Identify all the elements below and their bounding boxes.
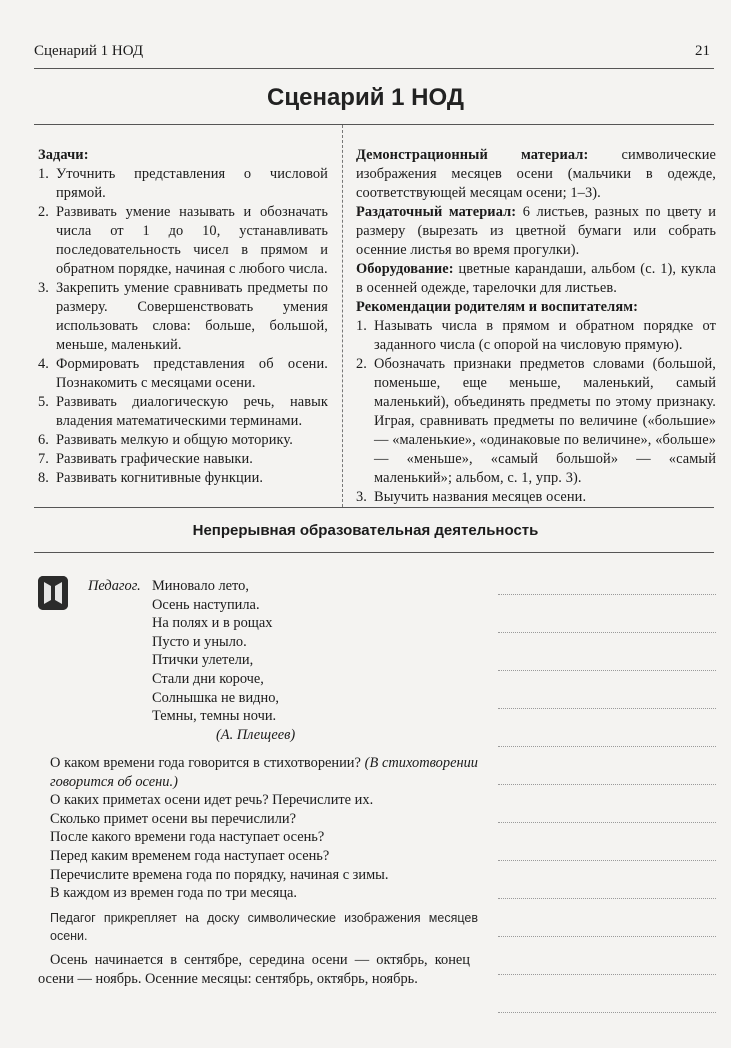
question-line: В каждом из времен года по три месяца. xyxy=(50,885,298,902)
task-number: 7. xyxy=(38,451,49,467)
task-item xyxy=(38,279,328,355)
recommendations-heading: Рекомендации родителям и воспитателям: xyxy=(356,299,639,315)
poem-line: Миновало лето, xyxy=(152,578,249,594)
task-number: 6. xyxy=(38,432,49,448)
task-text: Уточнить представления о числовой прямой. xyxy=(56,166,328,201)
note-line xyxy=(498,974,716,975)
header-rule xyxy=(34,68,714,69)
task-number: 1. xyxy=(38,166,49,182)
recommendation-number: 2. xyxy=(356,356,367,372)
equipment-text: цветные карандаши, альбом (с. 1), кукла в осенней одежде, тарелочки для листьев. xyxy=(356,261,716,296)
question-line: Перечислите времена года по порядку, начиная с зимы. xyxy=(50,866,389,883)
task-number: 5. xyxy=(38,394,49,410)
poem-attribution: (А. Плещеев) xyxy=(216,726,296,743)
title-rule xyxy=(34,124,714,125)
recommendation-number: 1. xyxy=(356,318,367,334)
note-line xyxy=(498,746,716,747)
task-text: Развивать когнитивные функции. xyxy=(56,470,264,486)
demo-material-text: символические изображения месяцев осени (мальчики в одежде, соответствующей месяцам осени; 1–3). xyxy=(356,147,716,201)
task-item xyxy=(38,165,328,203)
tasks-list xyxy=(38,165,328,488)
task-item xyxy=(38,203,328,279)
poem-line: Солнышка не видно, xyxy=(152,689,279,706)
teacher-speech-icon xyxy=(38,576,68,610)
running-header: Сценарий 1 НОД xyxy=(34,43,144,59)
recommendation-number: 3. xyxy=(356,489,367,505)
recommendation-text: Выучить названия месяцев осени. xyxy=(374,489,587,505)
task-text: Закрепить умение сравнивать предметы по размеру. Совершенствовать умения использовать слова: больше, большой, меньше, маленький. xyxy=(56,280,328,353)
page-number: 21 xyxy=(695,43,710,59)
demo-material xyxy=(356,146,716,203)
poem-speaker: Педагог. xyxy=(88,578,141,594)
question-text: О каком времени года говорится в стихотворении? xyxy=(50,755,361,771)
handout-material-text: 6 листьев, разных по цвету и размеру (вырезать из цветной бумаги или собрать осенние листья во время прогулки). xyxy=(356,204,716,258)
tasks-column xyxy=(38,146,328,488)
note-line xyxy=(498,898,716,899)
task-item xyxy=(38,355,328,393)
note-line xyxy=(498,670,716,671)
demo-material-label: Демонстрационный материал: xyxy=(356,147,589,163)
question-line: Перед каким временем года наступает осень? xyxy=(50,847,330,864)
note-line xyxy=(498,1012,716,1013)
equipment-label: Оборудование: xyxy=(356,261,454,277)
task-number: 8. xyxy=(38,470,49,486)
recommendation-item xyxy=(356,355,716,488)
task-text: Развивать диалогическую речь, навык владения математическими терминами. xyxy=(56,394,328,429)
recommendation-text: Обозначать признаки предметов словами (большой, поменьше, еще меньше, маленький, самый маленький), объединять предметы по этому признаку. Играя, сравнивать предметы по величине («большие» — «маленькие», «одинаковые по величине», «больше» — «меньше», «самый большой» — «самый маленький»; альбом, с. 1, упр. 3). xyxy=(374,356,716,486)
materials-column xyxy=(356,146,716,507)
poem-line: Птички улетели, xyxy=(152,652,254,669)
poem-line: Стали дни короче, xyxy=(152,670,264,687)
handout-material-label: Раздаточный материал: xyxy=(356,204,517,220)
columns-bottom-rule xyxy=(34,507,714,508)
section-rule xyxy=(34,552,714,553)
note-line xyxy=(498,784,716,785)
handout-material xyxy=(356,203,716,260)
note-line xyxy=(498,632,716,633)
task-item xyxy=(38,469,328,488)
recommendation-item xyxy=(356,488,716,507)
task-text: Развивать графические навыки. xyxy=(56,451,253,467)
page-title: Сценарий 1 НОД xyxy=(267,84,464,111)
tasks-heading: Задачи: xyxy=(38,147,89,163)
poem-lines xyxy=(152,577,412,744)
question-answer: (В стихотворении говорится об осени.) xyxy=(50,755,478,790)
poem-line: Пусто и уныло. xyxy=(152,633,247,650)
task-text: Развивать умение называть и обозначать числа от 1 до 10, устанавливать последовательность чисел в прямом и обратном порядке, начиная с любого числа. xyxy=(56,204,328,277)
teacher-instruction: Педагог прикрепляет на доску символические изображения месяцев осени. xyxy=(50,911,478,943)
note-line xyxy=(498,860,716,861)
task-number: 4. xyxy=(38,356,49,372)
question-line: О каких приметах осени идет речь? Перечислите их. xyxy=(50,792,374,809)
conclusion-paragraph: Осень начинается в сентябре, середина осени — октябрь, конец осени — ноябрь. Осенние месяцы: сентябрь, октябрь, ноябрь. xyxy=(38,952,470,987)
note-line xyxy=(498,822,716,823)
question-line xyxy=(38,754,478,791)
recommendations-list xyxy=(356,317,716,507)
task-item xyxy=(38,431,328,450)
recommendation-text: Называть числа в прямом и обратном порядке от заданного числа (с опорой на числовую прямую). xyxy=(374,318,716,353)
poem-line: На полях и в рощах xyxy=(152,615,273,632)
note-line xyxy=(498,936,716,937)
poem-line: Осень наступила. xyxy=(152,596,260,613)
task-text: Формировать представления об осени. Познакомить с месяцами осени. xyxy=(56,356,328,391)
questions xyxy=(38,754,478,903)
question-line: После какого времени года наступает осень? xyxy=(50,829,325,846)
task-text: Развивать мелкую и общую моторику. xyxy=(56,432,293,448)
equipment xyxy=(356,260,716,298)
section-heading: Непрерывная образовательная деятельность xyxy=(192,522,539,539)
task-number: 3. xyxy=(38,280,49,296)
note-line xyxy=(498,594,716,595)
question-line: Сколько примет осени вы перечислили? xyxy=(50,810,296,827)
task-item xyxy=(38,450,328,469)
recommendation-item xyxy=(356,317,716,355)
poem-line: Темны, темны ночи. xyxy=(152,708,277,725)
task-number: 2. xyxy=(38,204,49,220)
column-divider xyxy=(342,125,343,507)
task-item xyxy=(38,393,328,431)
note-line xyxy=(498,708,716,709)
